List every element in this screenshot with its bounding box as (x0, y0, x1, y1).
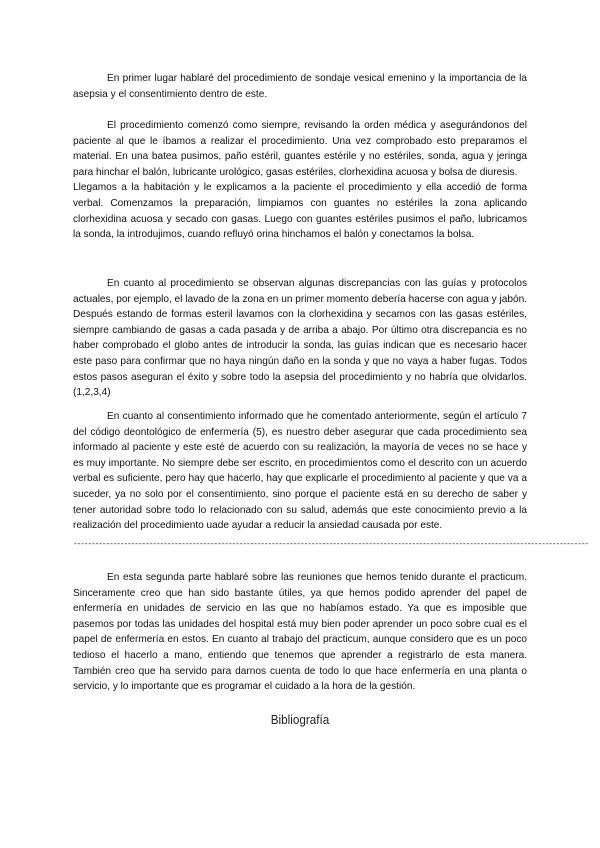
paragraph-procedure-preparation: El procedimiento comenzó como siempre, revisando la orden médica y asegurándonos del paciente al que le íbamos a realizar el procedimiento. Una vez comprobado esto preparamos el material. En una batea pusimos, paño estéril, guantes estérile y no estériles, sonda, agua y jeringa para hinchar el balón, lubricante urológico, gasas estériles, clorhexidina acuosa y bolsa de diuresis. (73, 120, 527, 178)
paragraph-procedure-execution: Llegamos a la habitación y le explicamos a la paciente el procedimiento y ella accedió de forma verbal. Comenzamos la preparación, limpiamos con guantes no estériles la zona aplicando clorhexidina acuosa y secado con gasas. Luego con guantes estériles pusimos el paño, lubricamos la sonda, la introdujimos, cuando refluyó orina hinchamos el balón y conectamos la bolsa. (73, 182, 527, 241)
paragraph-consent-text: En cuanto al consentimiento informado que he comentado anteriormente, según el artículo 7 del código deontológico de enfermería (5), es nuestro deber asegurar que cada procedimiento sea informado al paciente y este esté de acuerdo con su realización, la mayoría de veces no se hace y es muy importante. No siempre debe ser escrito, en procedimientos como el descrito con un acuerdo verbal es suficiente, pero hay que hacerlo, hay que explicarle el procedimiento al paciente y que va a suceder, ya no solo por el consentimiento, sino porque el paciente está en su derecho de saber y tener autoridad sobre todo lo relacionado con su salud, además que este conocimiento previo a la realización del procedimiento uade ayudar a reducir la ansiedad causada por este. (73, 411, 527, 532)
paragraph-intro-text: En primer lugar hablaré del procedimiento de sondaje vesical emenino y la importancia de la asepsia y el consentimiento dentro de este. (73, 73, 527, 100)
paragraph-procedure (73, 118, 527, 243)
paragraph-discrepancies (73, 276, 527, 401)
bibliography-heading: Bibliografía (270, 712, 330, 727)
paragraph-discrepancies-text: En cuanto al procedimiento se observan algunas discrepancias con las guías y protocolos actuales, por ejemplo, el lavado de la zona en un primer momento debería hacerse con agua y jabón. Después estando de formas esteril lavamos con la clorhexidina y secamos con las gasas estériles, siempre cambiando de gasas a cada pasada y de arriba a abajo. Por último otra discrepancia es no haber comprobado el globo antes de introducir la sonda, las guías indican que es necesario hacer este paso para confirmar que no haya ningún daño en la sonda y que no vaya a haber fugas. Todos estos pasos aseguran el éxito y sobre todo la asepsia del procedimiento y no habría que olvidarlos. (1,2,3,4) (73, 278, 527, 399)
paragraph-intro (73, 71, 527, 102)
paragraph-meetings-text: En esta segunda parte hablaré sobre las reuniones que hemos tenido durante el practicum. Sinceramente creo que han sido bastante útiles, ya que hemos podido aprender del papel de enfermería en unidades de servicio en las que no habíamos estado. Ya que es imposible que pasemos por todas las unidades del hospital está muy bien poder aprender un poco sobre cual es el papel de enfermería en estos. En cuanto al trabajo del practicum, aunque considero que es un poco tedioso el hacerlo a mano, entiendo que tenemos que aprender a registrarlo de esta manera. También creo que ha servido para darnos cuenta de todo lo que hace enfermería en una planta o servicio, y lo importante que es programar el cuidado a la hora de la gestión. (73, 572, 527, 693)
section-divider: ----------------------------------------------------------------------------------------------------------------------------------------------- (73, 540, 588, 549)
paragraph-consent (73, 409, 527, 534)
paragraph-meetings (73, 570, 527, 695)
